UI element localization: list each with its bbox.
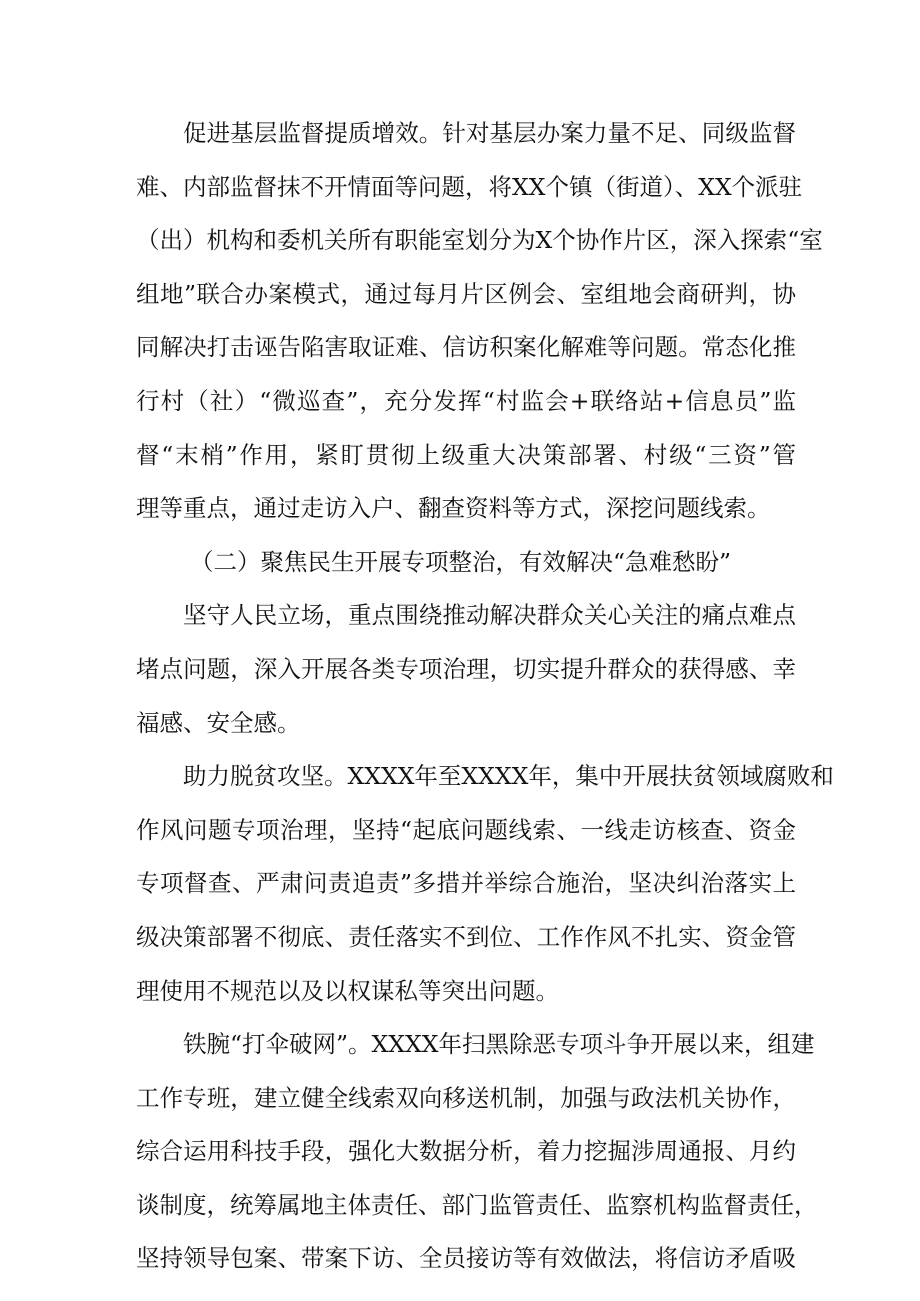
text-line: 综合运用科技手段，强化大数据分析，着力挖掘涉周通报、月约	[136, 1137, 796, 1166]
text-line: 谈制度，统筹属地主体责任、部门监管责任、监察机构监督责任，	[136, 1190, 818, 1219]
text-line: 专项督查、严肃问责追责”多措并举综合施治，坚决纠治落实上	[136, 869, 796, 898]
text-line: 督“末梢”作用，紧盯贯彻上级重大决策部署、村级“三资”管	[136, 440, 796, 469]
text-line: 助力脱贫攻坚。XXXX年至XXXX年，集中开展扶贫领域腐败和	[183, 762, 834, 791]
text-line: 福感、安全感。	[136, 708, 301, 737]
section-heading: （二）聚焦民生开展专项整治，有效解决“急难愁盼”	[190, 547, 732, 576]
text-line: 行村（社）“微巡查”，充分发挥“村监会+联络站+信息员”监	[136, 386, 796, 415]
text-line: 作风问题专项治理，坚持“起底问题线索、一线走访核查、资金	[136, 815, 796, 844]
text-line: 堵点问题，深入开展各类专项治理，切实提升群众的获得感、幸	[136, 654, 796, 683]
text-line: 同解决打击诬告陷害取证难、信访积案化解难等问题。常态化推	[136, 333, 796, 362]
text-line: 理使用不规范以及以权谋私等突出问题。	[136, 976, 559, 1005]
text-line: 难、内部监督抹不开情面等问题，将XX个镇（街道）、XX个派驻	[136, 172, 803, 201]
text-line: 级决策部署不彻底、责任落实不到位、工作作风不扎实、资金管	[136, 922, 796, 951]
text-line: （出）机构和委机关所有职能室划分为X个协作片区，深入探索“室	[136, 226, 823, 255]
text-line: 工作专班，建立健全线索双向移送机制，加强与政法机关协作，	[136, 1083, 796, 1112]
text-line: 坚守人民立场，重点围绕推动解决群众关心关注的痛点难点	[183, 601, 796, 630]
text-line: 铁腕“打伞破网”。XXXX年扫黑除恶专项斗争开展以来，组建	[183, 1030, 815, 1059]
body-text	[136, 107, 834, 1286]
text-line: 促进基层监督提质增效。针对基层办案力量不足、同级监督	[183, 119, 796, 147]
text-line: 坚持领导包案、带案下访、全员接访等有效做法，将信访矛盾吸	[136, 1244, 796, 1273]
text-line: 理等重点，通过走访入户、翻查资料等方式，深挖问题线索。	[136, 494, 771, 523]
text-line: 组地”联合办案模式，通过每月片区例会、室组地会商研判，协	[136, 279, 796, 308]
